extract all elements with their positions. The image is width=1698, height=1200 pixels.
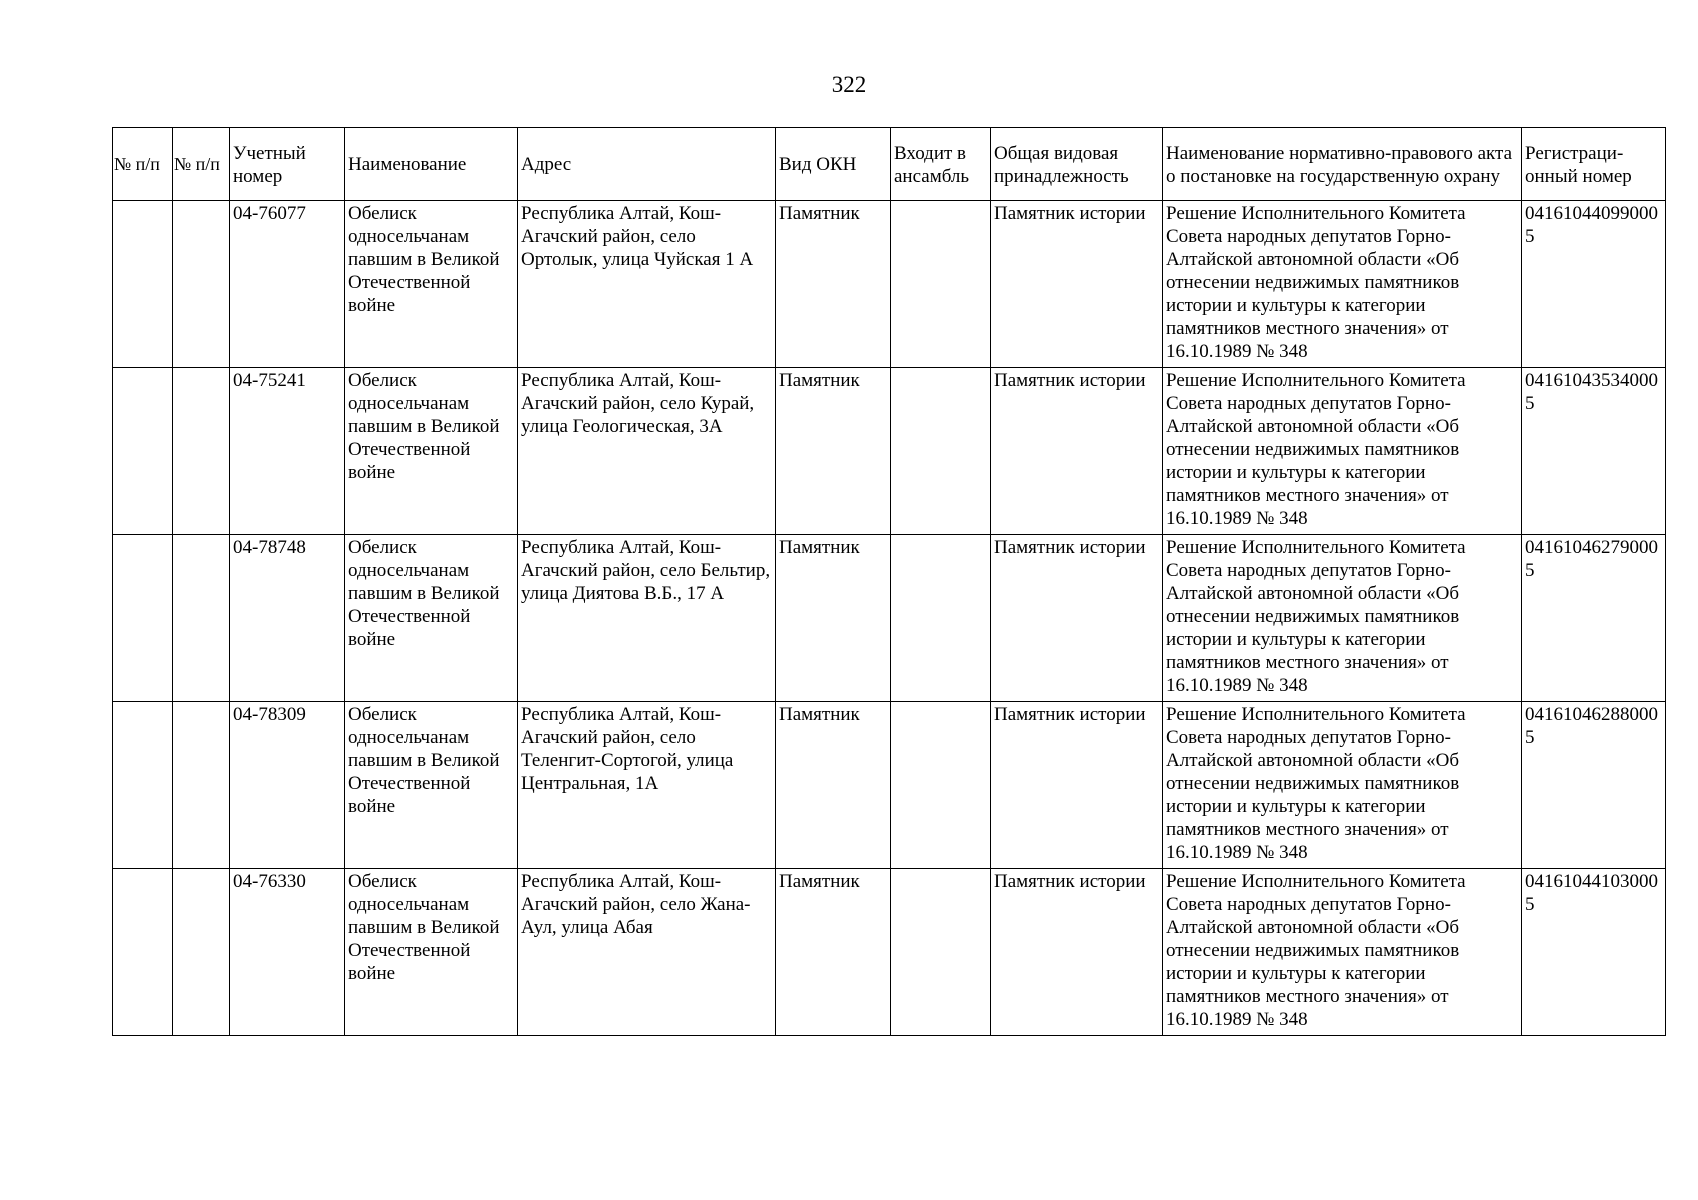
cell-np-2 xyxy=(173,869,230,1036)
cell-account-number: 04-76330 xyxy=(230,869,345,1036)
cell-ensemble xyxy=(891,869,991,1036)
cell-account-number: 04-78309 xyxy=(230,702,345,869)
header-reg-number: Регистраци-онный номер xyxy=(1522,128,1666,201)
cell-ensemble xyxy=(891,368,991,535)
cell-reg-number: 041610435340005 xyxy=(1522,368,1666,535)
cell-reg-number: 041610462880005 xyxy=(1522,702,1666,869)
cell-np-1 xyxy=(113,535,173,702)
cell-category: Памятник истории xyxy=(991,368,1163,535)
cell-okn-type: Памятник xyxy=(776,535,891,702)
cell-reg-number: 041610441030005 xyxy=(1522,869,1666,1036)
cell-name: Обелиск односельчанам павшим в Великой Отечественной войне xyxy=(345,869,518,1036)
cell-account-number: 04-76077 xyxy=(230,201,345,368)
header-address: Адрес xyxy=(518,128,776,201)
table-row xyxy=(113,201,1666,368)
cell-ensemble xyxy=(891,535,991,702)
header-act: Наименование нормативно-правового акта о постановке на государственную охрану xyxy=(1163,128,1522,201)
cell-okn-type: Памятник xyxy=(776,869,891,1036)
cell-address: Республика Алтай, Кош-Агачский район, село Жана-Аул, улица Абая xyxy=(518,869,776,1036)
cell-np-2 xyxy=(173,535,230,702)
cell-np-1 xyxy=(113,201,173,368)
cell-address: Республика Алтай, Кош-Агачский район, село Ортолык, улица Чуйская 1 А xyxy=(518,201,776,368)
cell-category: Памятник истории xyxy=(991,702,1163,869)
header-account-number: Учетный номер xyxy=(230,128,345,201)
table-header-row xyxy=(113,128,1666,201)
cell-np-1 xyxy=(113,368,173,535)
header-name: Наименование xyxy=(345,128,518,201)
cell-ensemble xyxy=(891,201,991,368)
cell-okn-type: Памятник xyxy=(776,368,891,535)
cell-category: Памятник истории xyxy=(991,201,1163,368)
cell-address: Республика Алтай, Кош-Агачский район, село Курай, улица Геологическая, 3А xyxy=(518,368,776,535)
table-row xyxy=(113,535,1666,702)
cell-name: Обелиск односельчанам павшим в Великой Отечественной войне xyxy=(345,702,518,869)
cell-name: Обелиск односельчанам павшим в Великой Отечественной войне xyxy=(345,535,518,702)
cell-act: Решение Исполнительного Комитета Совета народных депутатов Горно-Алтайской автономной области «Об отнесении недвижимых памятников истории и культуры к категории памятников местного значения» от 16.10.1989 № 348 xyxy=(1163,702,1522,869)
page-number: 322 xyxy=(831,72,867,97)
cell-np-2 xyxy=(173,201,230,368)
cell-act: Решение Исполнительного Комитета Совета народных депутатов Горно-Алтайской автономной области «Об отнесении недвижимых памятников истории и культуры к категории памятников местного значения» от 16.10.1989 № 348 xyxy=(1163,535,1522,702)
cell-address: Республика Алтай, Кош-Агачский район, село Бельтир, улица Диятова В.Б., 17 А xyxy=(518,535,776,702)
header-category: Общая видовая принадлежность xyxy=(991,128,1163,201)
cell-ensemble xyxy=(891,702,991,869)
cell-act: Решение Исполнительного Комитета Совета народных депутатов Горно-Алтайской автономной области «Об отнесении недвижимых памятников истории и культуры к категории памятников местного значения» от 16.10.1989 № 348 xyxy=(1163,869,1522,1036)
header-ensemble: Входит в ансамбль xyxy=(891,128,991,201)
heritage-registry-table xyxy=(112,127,1666,1036)
cell-name: Обелиск односельчанам павшим в Великой Отечественной войне xyxy=(345,368,518,535)
cell-np-1 xyxy=(113,869,173,1036)
cell-address: Республика Алтай, Кош-Агачский район, село Теленгит-Сортогой, улица Центральная, 1А xyxy=(518,702,776,869)
cell-category: Памятник истории xyxy=(991,869,1163,1036)
cell-reg-number: 041610462790005 xyxy=(1522,535,1666,702)
header-np-1: № п/п xyxy=(113,128,173,201)
cell-act: Решение Исполнительного Комитета Совета народных депутатов Горно-Алтайской автономной области «Об отнесении недвижимых памятников истории и культуры к категории памятников местного значения» от 16.10.1989 № 348 xyxy=(1163,368,1522,535)
table-row xyxy=(113,702,1666,869)
cell-account-number: 04-78748 xyxy=(230,535,345,702)
cell-act: Решение Исполнительного Комитета Совета народных депутатов Горно-Алтайской автономной области «Об отнесении недвижимых памятников истории и культуры к категории памятников местного значения» от 16.10.1989 № 348 xyxy=(1163,201,1522,368)
cell-np-2 xyxy=(173,702,230,869)
table-row xyxy=(113,368,1666,535)
cell-account-number: 04-75241 xyxy=(230,368,345,535)
header-okn-type: Вид ОКН xyxy=(776,128,891,201)
cell-category: Памятник истории xyxy=(991,535,1163,702)
cell-name: Обелиск односельчанам павшим в Великой Отечественной войне xyxy=(345,201,518,368)
cell-okn-type: Памятник xyxy=(776,201,891,368)
table-row xyxy=(113,869,1666,1036)
cell-np-1 xyxy=(113,702,173,869)
header-np-2: № п/п xyxy=(173,128,230,201)
cell-reg-number: 041610440990005 xyxy=(1522,201,1666,368)
cell-okn-type: Памятник xyxy=(776,702,891,869)
cell-np-2 xyxy=(173,368,230,535)
